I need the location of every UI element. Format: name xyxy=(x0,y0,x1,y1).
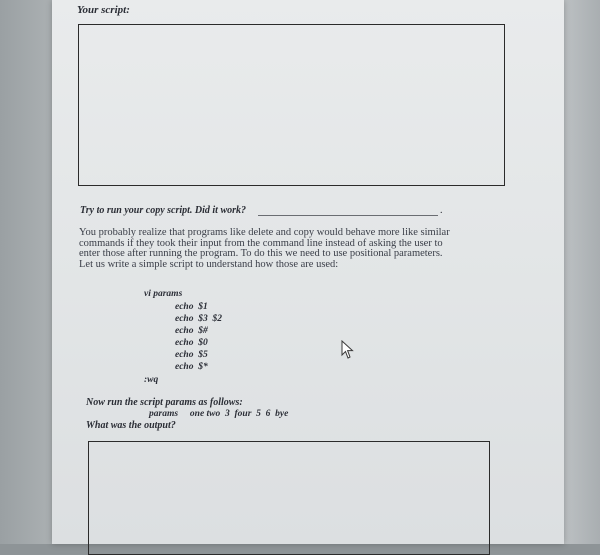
echo-line: echo $# xyxy=(175,326,208,336)
paragraph-line: commands if they took their input from the command line instead of asking the user to xyxy=(79,237,443,249)
did-it-work-answer-line[interactable] xyxy=(258,215,438,216)
output-answer-box[interactable] xyxy=(88,441,490,555)
your-script-label: Your script: xyxy=(77,4,130,16)
vi-command: vi params xyxy=(144,289,183,299)
run-command: params one two 3 four 5 6 bye xyxy=(149,409,289,419)
run-instruction: Now run the script params as follows: xyxy=(86,397,243,408)
answer-end-mark: . xyxy=(440,205,443,216)
echo-line: echo $5 xyxy=(175,350,208,360)
mouse-pointer-icon xyxy=(341,340,355,360)
document-page xyxy=(52,0,564,544)
echo-line: echo $1 xyxy=(175,302,208,312)
paragraph-line: enter those after running the program. To do this we need to use positional parameters. xyxy=(79,248,443,260)
instructions-paragraph xyxy=(79,228,469,270)
background-left-margin xyxy=(0,0,60,544)
echo-line: echo $* xyxy=(175,362,208,372)
output-question: What was the output? xyxy=(86,420,176,431)
paragraph-line: You probably realize that programs like delete and copy would behave more like similar xyxy=(79,227,450,238)
wq-command: :wq xyxy=(144,375,159,385)
paragraph-line: Let us write a simple script to understand how those are used: xyxy=(79,258,339,270)
echo-line: echo $3 $2 xyxy=(175,314,222,324)
try-question: Try to run your copy script. Did it work? xyxy=(80,205,247,216)
echo-line: echo $0 xyxy=(175,338,208,348)
script-answer-box[interactable] xyxy=(78,24,505,186)
